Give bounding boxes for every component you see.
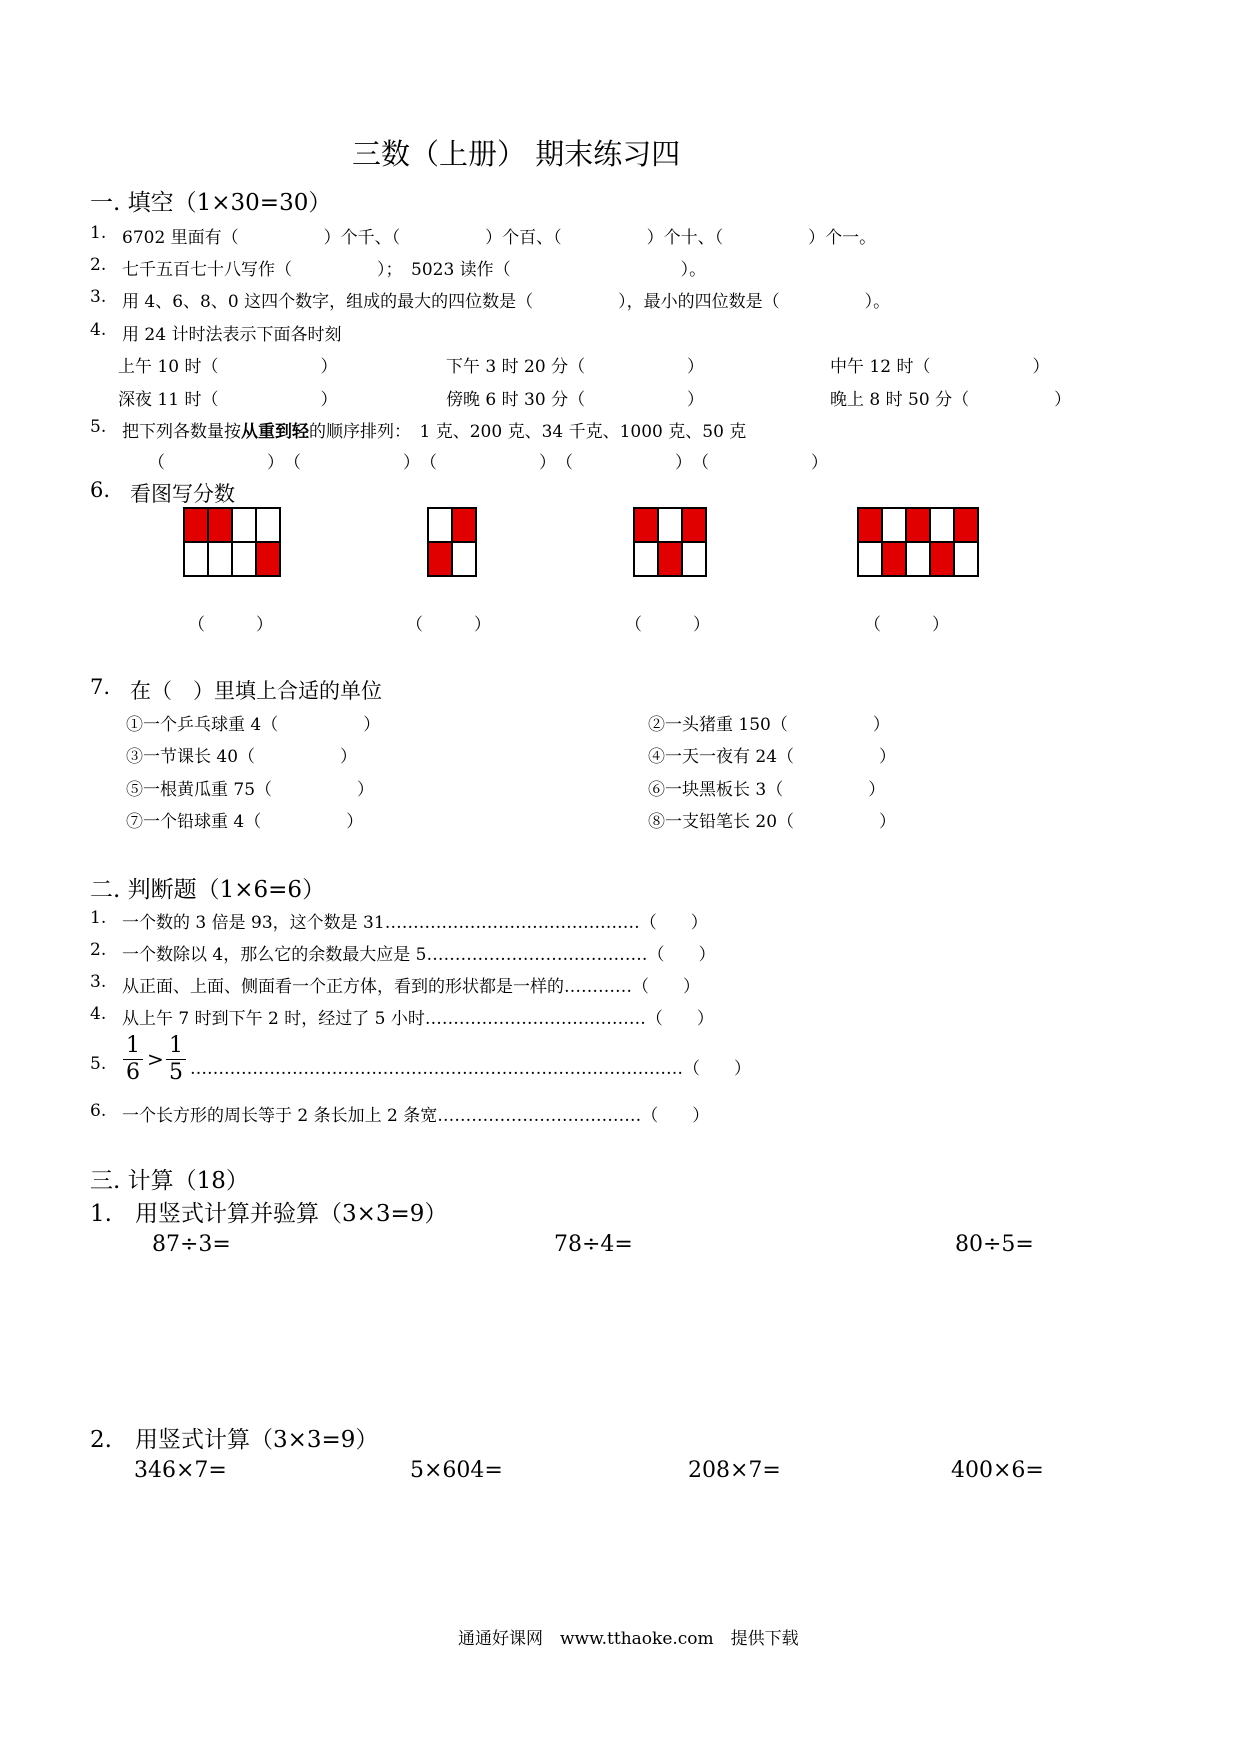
cell xyxy=(452,508,476,542)
cell xyxy=(906,508,930,542)
fraction-denominator: 6 xyxy=(126,1060,140,1085)
q6-answer-4: （ ） xyxy=(864,615,949,635)
q1-text: 6702 里面有（ ）个千、（ ）个百、（ ）个十、（ ）个一。 xyxy=(122,228,877,248)
fraction-figure-2 xyxy=(427,507,477,577)
cell xyxy=(208,508,232,542)
cell xyxy=(882,508,906,542)
judge-5-text: ……………………………………………………………………………（ ） xyxy=(190,1059,751,1079)
cell xyxy=(452,542,476,576)
calc-346-times-7: 346×7= xyxy=(134,1458,227,1483)
judge-3-text: 从正面、上面、侧面看一个正方体，看到的形状都是一样的…………（ ） xyxy=(122,977,700,997)
section-3-heading: 三. 计算（18） xyxy=(90,1168,249,1194)
q4-time-4: 深夜 11 时（ ） xyxy=(118,390,338,410)
q6-answer-1: （ ） xyxy=(188,615,273,635)
q4-time-2: 下午 3 时 20 分（ ） xyxy=(446,357,705,377)
fraction-numerator: 1 xyxy=(169,1033,183,1058)
cell xyxy=(930,508,954,542)
q4-time-3: 中午 12 时（ ） xyxy=(830,357,1050,377)
q1-number: 1. xyxy=(90,223,107,243)
fraction-figure-1 xyxy=(183,507,281,577)
q3-number: 3. xyxy=(90,287,107,307)
q5-post: 的顺序排列： 1 克、200 克、34 千克、1000 克、50 克 xyxy=(309,422,747,442)
q7-right-3: ⑥一块黑板长 3（ ） xyxy=(648,780,886,800)
cell xyxy=(256,508,280,542)
calc-part-1-label: 1. 用竖式计算并验算（3×3=9） xyxy=(90,1201,448,1227)
q5-text xyxy=(122,417,746,442)
q4-time-6: 晚上 8 时 50 分（ ） xyxy=(830,390,1072,410)
q5-blanks: （ ） （ ） （ ） （ ） （ ） xyxy=(148,453,828,473)
calc-400-times-6: 400×6= xyxy=(951,1458,1044,1483)
calc-208-times-7: 208×7= xyxy=(688,1458,781,1483)
calc-part-2-label: 2. 用竖式计算（3×3=9） xyxy=(90,1427,379,1453)
q7-right-4: ⑧一支铅笔长 20（ ） xyxy=(648,812,897,832)
q7-number: 7. xyxy=(90,675,111,699)
q6-answer-3: （ ） xyxy=(625,615,710,635)
q5-number: 5. xyxy=(90,417,107,437)
footer-source: 通通好课网 www.tthaoke.com 提供下载 xyxy=(458,1629,799,1649)
judge-4-number: 4. xyxy=(90,1004,107,1024)
q6-number: 6. xyxy=(90,478,111,502)
cell xyxy=(906,542,930,576)
judge-1-number: 1. xyxy=(90,908,107,928)
q4-time-5: 傍晚 6 时 30 分（ ） xyxy=(446,390,705,410)
q7-text: 在（ ）里填上合适的单位 xyxy=(130,679,382,703)
section-1-heading: 一. 填空（1×30=30） xyxy=(90,190,332,216)
q7-left-1: ①一个乒乓球重 4（ ） xyxy=(126,715,381,735)
cell xyxy=(858,508,882,542)
fraction-figure-4 xyxy=(857,507,979,577)
judge-6-text: 一个长方形的周长等于 2 条长加上 2 条宽………………………………（ ） xyxy=(122,1106,710,1126)
calc-78-div-4: 78÷4= xyxy=(554,1232,633,1257)
cell xyxy=(634,508,658,542)
cell xyxy=(658,542,682,576)
fraction-one-sixth xyxy=(123,1034,143,1085)
cell xyxy=(428,542,452,576)
fraction-numerator: 1 xyxy=(126,1033,140,1058)
greater-than-sign: > xyxy=(147,1047,164,1071)
cell xyxy=(858,542,882,576)
q5-bold: 从重到轻 xyxy=(241,422,309,442)
cell xyxy=(184,508,208,542)
fraction-figure-3 xyxy=(633,507,707,577)
judge-2-number: 2. xyxy=(90,940,107,960)
page-title: 三数（上册） 期末练习四 xyxy=(352,137,681,171)
cell xyxy=(232,542,256,576)
cell xyxy=(428,508,452,542)
judge-6-number: 6. xyxy=(90,1101,107,1121)
q4-text: 用 24 计时法表示下面各时刻 xyxy=(122,325,342,345)
cell xyxy=(954,542,978,576)
judge-2-text: 一个数除以 4，那么它的余数最大应是 5…………………………………（ ） xyxy=(122,945,716,965)
q4-number: 4. xyxy=(90,320,107,340)
judge-3-number: 3. xyxy=(90,972,107,992)
q3-text: 用 4、6、8、0 这四个数字，组成的最大的四位数是（ ），最小的四位数是（ ）。 xyxy=(122,292,891,312)
fraction-one-fifth xyxy=(166,1034,186,1085)
cell xyxy=(208,542,232,576)
q5-pre: 把下列各数量按 xyxy=(122,422,241,442)
q7-right-2: ④一天一夜有 24（ ） xyxy=(648,747,897,767)
cell xyxy=(232,508,256,542)
cell xyxy=(954,508,978,542)
q6-text: 看图写分数 xyxy=(130,482,235,506)
cell xyxy=(682,542,706,576)
q7-left-3: ⑤一根黄瓜重 75（ ） xyxy=(126,780,375,800)
cell xyxy=(882,542,906,576)
cell xyxy=(184,542,208,576)
cell xyxy=(930,542,954,576)
calc-5-times-604: 5×604= xyxy=(410,1458,503,1483)
q6-answer-2: （ ） xyxy=(406,615,491,635)
q7-right-1: ②一头猪重 150（ ） xyxy=(648,715,890,735)
judge-5-number: 5. xyxy=(90,1054,107,1074)
judge-1-text: 一个数的 3 倍是 93，这个数是 31………………………………………（ ） xyxy=(122,913,708,933)
cell xyxy=(658,508,682,542)
q2-number: 2. xyxy=(90,255,107,275)
fraction-denominator: 5 xyxy=(169,1060,183,1085)
q7-left-2: ③一节课长 40（ ） xyxy=(126,747,358,767)
judge-4-text: 从上午 7 时到下午 2 时，经过了 5 小时…………………………………（ ） xyxy=(122,1009,714,1029)
calc-87-div-3: 87÷3= xyxy=(152,1232,231,1257)
q7-left-4: ⑦一个铅球重 4（ ） xyxy=(126,812,364,832)
cell xyxy=(256,542,280,576)
calc-80-div-5: 80÷5= xyxy=(955,1232,1034,1257)
cell xyxy=(682,508,706,542)
cell xyxy=(634,542,658,576)
q4-time-1: 上午 10 时（ ） xyxy=(118,357,338,377)
q2-text: 七千五百七十八写作（ ）； 5023 读作（ ）。 xyxy=(122,260,707,280)
section-2-heading: 二. 判断题（1×6=6） xyxy=(90,877,326,903)
